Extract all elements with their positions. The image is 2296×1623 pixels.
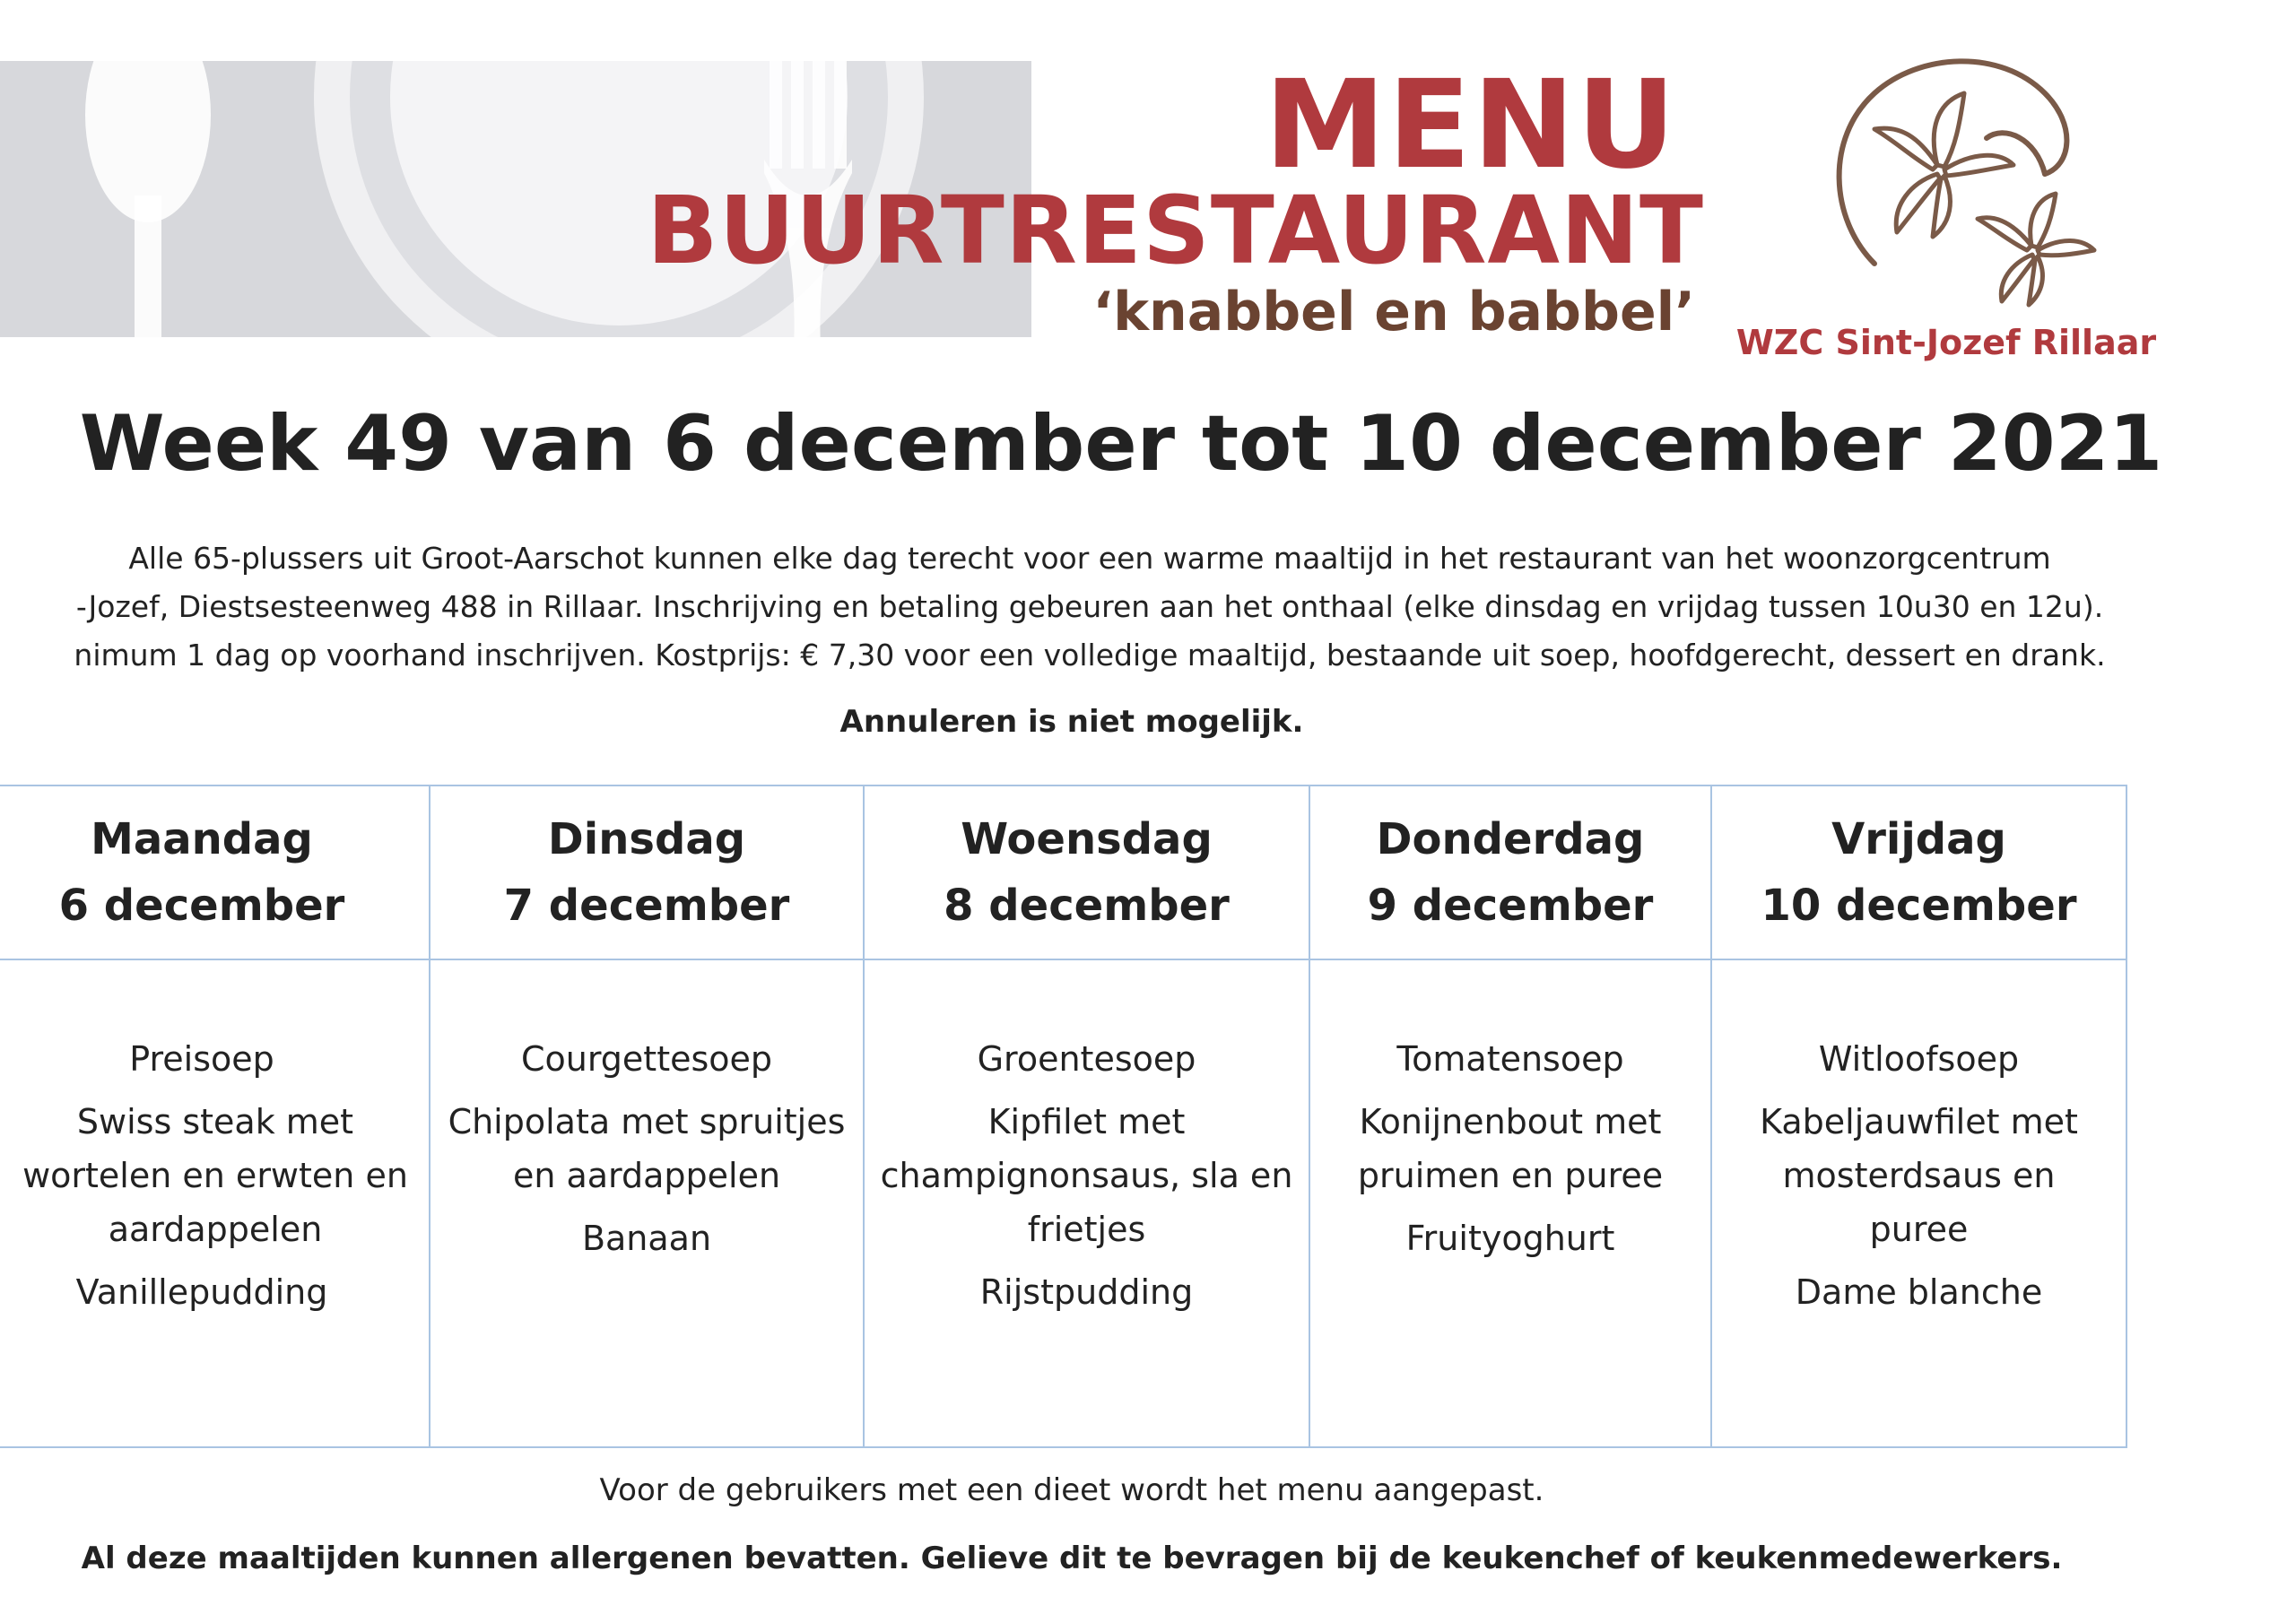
soup: Courgettesoep bbox=[520, 1039, 773, 1079]
flower-logo-icon bbox=[1821, 39, 2117, 317]
main-course: Chipolata met spruitjes en aardappelen bbox=[448, 1102, 846, 1195]
dessert: Dame blanche bbox=[1795, 1272, 2043, 1312]
diet-note: Voor de gebruikers met een dieet wordt het menu aangepast. bbox=[599, 1472, 1544, 1508]
dessert: Banaan bbox=[581, 1219, 712, 1258]
weekly-menu-table bbox=[0, 785, 2127, 1448]
day-menu bbox=[430, 959, 864, 1447]
menu-title: MENU bbox=[1264, 55, 1678, 196]
day-header: Woensdag 8 december bbox=[864, 785, 1309, 959]
day-menu bbox=[1711, 959, 2126, 1447]
soup: Groentesoep bbox=[977, 1039, 1196, 1079]
day-header: Vrijdag 10 december bbox=[1711, 785, 2126, 959]
main-course: Swiss steak met wortelen en erwten en aardappelen bbox=[22, 1102, 408, 1249]
soup: Witloofsoep bbox=[1818, 1039, 2020, 1079]
allergen-note: Al deze maaltijden kunnen allergenen bevatten. Gelieve dit te bevragen bij de keukenchef of keukenmedewerkers. bbox=[81, 1541, 2063, 1576]
day-header: Dinsdag 7 december bbox=[430, 785, 864, 959]
intro-line: Alle 65-plussers uit Groot-Aarschot kunnen elke dag terecht voor een warme maaltijd in het restaurant van het woonzorgcentrum bbox=[128, 541, 2051, 576]
soup: Preisoep bbox=[129, 1039, 274, 1079]
cancel-note: Annuleren is niet mogelijk. bbox=[839, 704, 1304, 740]
dessert: Rijstpudding bbox=[979, 1272, 1194, 1312]
main-course: Kipfilet met champignonsaus, sla en frietjes bbox=[880, 1102, 1293, 1249]
main-course: Kabeljauwfilet met mosterdsaus en puree bbox=[1760, 1102, 2078, 1249]
restaurant-title: BUURTRESTAURANT bbox=[647, 176, 1704, 285]
day-menu bbox=[1309, 959, 1711, 1447]
day-menu bbox=[864, 959, 1309, 1447]
menu-header-row bbox=[0, 785, 2126, 959]
logo-organization-name: WZC Sint-Jozef Rillaar bbox=[1735, 323, 2157, 362]
day-header: Donderdag 9 december bbox=[1309, 785, 1711, 959]
main-course: Konijnenbout met pruimen en puree bbox=[1357, 1102, 1664, 1195]
dessert: Vanillepudding bbox=[75, 1272, 328, 1312]
intro-paragraph bbox=[0, 534, 2197, 680]
intro-line: nimum 1 dag op voorhand inschrijven. Kostprijs: € 7,30 voor een volledige maaltijd, bestaande uit soep, hoofdgerecht, dessert en drank. bbox=[74, 638, 2106, 673]
week-title: Week 49 van 6 december tot 10 december 2021 bbox=[79, 399, 2163, 489]
soup: Tomatensoep bbox=[1396, 1039, 1624, 1079]
day-header: Maandag 6 december bbox=[0, 785, 430, 959]
menu-dishes-row bbox=[0, 959, 2126, 1447]
intro-line: -Jozef, Diestsesteenweg 488 in Rillaar. Inschrijving en betaling gebeuren aan het onthaal (elke dinsdag en vrijdag tussen 10u30 en 12u). bbox=[75, 589, 2104, 624]
day-menu bbox=[0, 959, 430, 1447]
restaurant-tagline: ‘knabbel en babbel’ bbox=[1092, 281, 1695, 343]
dessert: Fruityoghurt bbox=[1405, 1219, 1615, 1258]
